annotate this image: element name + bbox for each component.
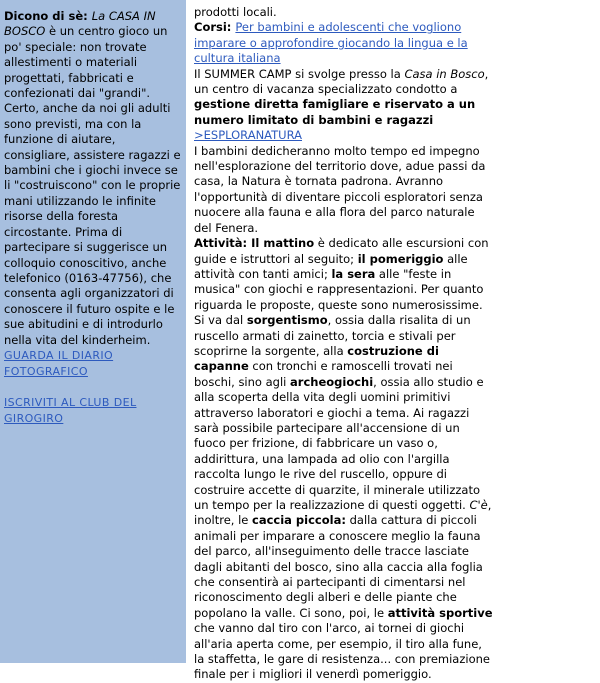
bold-text: costruzione di capanne — [194, 343, 439, 374]
bold-text: Dicono di sè: — [4, 9, 92, 23]
bold-text: la sera — [331, 266, 376, 281]
link-guarda-diario-fotografico[interactable]: GUARDA IL DIARIO FOTOGRAFICO — [4, 348, 114, 378]
paragraph-attivita — [194, 236, 494, 683]
about-paragraph — [4, 9, 182, 348]
italic-text: C'è — [469, 498, 488, 512]
link-corsi[interactable]: Per bambini e adolescenti che vogliono imparare o approfondire giocando la lingua e la cultura italiana — [194, 20, 468, 66]
italic-text: La CASA IN BOSCO — [4, 9, 156, 39]
bold-text: gestione diretta famigliare e riservato a un numero limitato di bambini e ragazzi — [194, 97, 476, 127]
body-text: , ossia allo studio e alla scoperta della vita degli uomini primitivi attraverso laboratori e giochi a tema. Ai ragazzi sarà possibile partecipare all'accensione di un fuoco per frizione, di fabbricare un vaso o, addirittura, una lampada ad olio con l'argilla raccolta lungo le rive del ruscello, oppure di costruire accette di quarzite, il minerale utilizzato un tempo per la realizzazione di questi oggetti. — [194, 374, 484, 512]
italic-text: Casa in Bosco — [404, 66, 485, 81]
bold-text: Corsi: — [194, 20, 236, 35]
bold-text: Attività: Il mattino — [194, 236, 315, 251]
bold-text: archeogiochi — [290, 374, 374, 389]
body-text: Il SUMMER CAMP si svolge presso la — [194, 66, 405, 81]
spacer — [4, 380, 182, 395]
body-text: alle "feste in musica" con giochi e rappresentazioni. Per quanto riguarda le proposte, queste sono numerosissime. Si va dal — [194, 266, 484, 328]
paragraph-summer-camp — [194, 67, 494, 129]
main-content — [186, 0, 600, 682]
paragraph-esplorazione — [194, 144, 494, 236]
bold-text: caccia piccola: — [252, 513, 346, 528]
body-text: è dedicato alle escursioni con guide e istruttori al seguito; — [194, 236, 489, 266]
link-iscriviti-club-girogiro[interactable]: ISCRIVITI AL CLUB DEL GIROGIRO — [4, 395, 137, 425]
body-text: dalla cattura di piccoli animali per imparare a conoscere meglio la fauna del parco, all'inseguimento delle tracce lasciate dagli abitanti del bosco, sino alla caccia alla foglia che consentirà ai partecipanti di cimentarsi nel riconoscimento degli alberi e delle piante che popolano la valle. Ci sono, poi, le — [194, 513, 483, 620]
body-text: alle attività con tanti amici; — [194, 251, 468, 281]
paragraph-prodotti-locali — [194, 5, 494, 20]
body-text: prodotti locali. — [194, 5, 277, 19]
body-text: che vanno dal tiro con l'arco, ai tornei di giochi all'aria aperta come, per esempio, il tiro alla fune, la staffetta, le gare di resistenza... con premiazione finale per i migliori il venerdì pomeriggio. — [194, 621, 490, 682]
bold-text: il pomeriggio — [357, 251, 444, 266]
body-text: , ossia dalla risalita di un ruscello armati di zainetto, torcia e stivali per scoprirne la sorgente, alla — [194, 313, 471, 358]
body-text: con tronchi e ramoscelli trovati nei boschi, sino agli — [194, 359, 453, 389]
paragraph-corsi — [194, 20, 494, 66]
body-text: , inoltre, le — [194, 498, 492, 528]
left-sidebar — [0, 0, 186, 663]
main-text-block — [194, 5, 494, 683]
body-text: è un centro gioco un po' speciale: non trovate allestimenti o materiali progettati, fabbricati e confezionati dai "grandi". Certo, anche da noi gli adulti sono previsti, ma con la funzione di aiutare, consigliare, assistere ragazzi e bambini che i giochi invece se li "costruiscono" con le proprie mani utilizzando le infinite risorse della foresta circostante. Prima di partecipare si suggerisce un colloquio conoscitivo, anche telefonico (0163-47756), che consenta agli organizzatori di conoscere il futuro ospite e le sue abitudini e di introdurlo nella vita del kinderheim. — [4, 24, 181, 347]
bold-text: sorgentismo — [246, 313, 328, 328]
body-text: I bambini dedicheranno molto tempo ed impegno nell'esplorazione del territorio dove, adue passi da casa, la Natura è tornata padrona. Avranno l'opportunità di diventare piccoli esploratori senza nuocere alla fauna e alla flora del parco naturale del Fenera. — [194, 143, 486, 235]
link-esploranatura[interactable]: >ESPLORANATURA — [194, 128, 302, 143]
bold-text: attività sportive — [387, 605, 493, 620]
body-text: , un centro di vacanza specializzato condotto a — [194, 66, 489, 97]
paragraph-esploranatura-link — [194, 128, 494, 143]
